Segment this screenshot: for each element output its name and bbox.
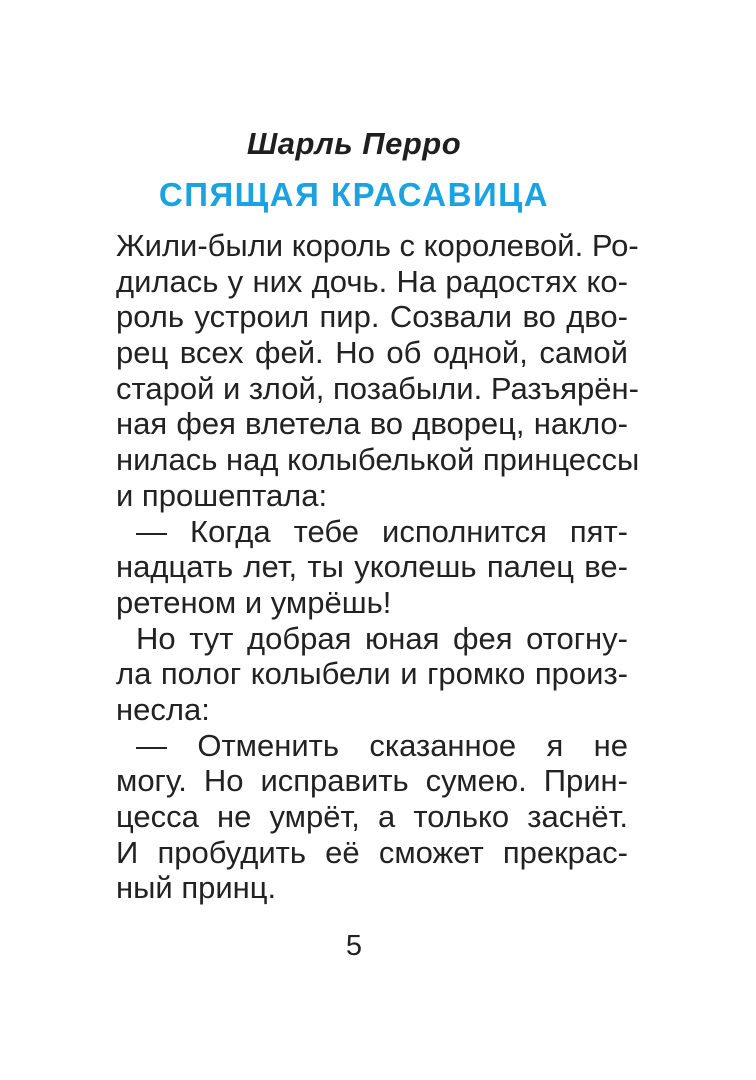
page-number: 5 [345,930,363,962]
text-line: роль устроил пир. Созвали во дво- [116,299,628,335]
text-line: рец всех фей. Но об одной, самой [116,335,628,371]
text-line: цесса не умрёт, а только заснёт. [116,799,628,834]
text-line: Но тут добрая юная фея отогну- [136,620,628,656]
story-title: СПЯЩАЯ КРАСАВИЦА [158,176,550,213]
text-line: ретеном и умрёшь! [116,584,392,620]
story-text [116,228,640,906]
text-line: несла: [116,691,210,727]
text-line: дилась у них дочь. На радостях ко- [116,263,628,299]
text-line: нилась над колыбелькой принцессы [116,442,640,478]
author-name: Шарль Перро [246,126,462,161]
text-line: и прошептала: [116,477,328,513]
text-line: ла полог колыбели и громко произ- [116,656,628,692]
text-line: ный принц. [116,870,277,906]
text-line: ная фея влетела во дворец, накло- [116,406,628,442]
text-line: надцать лет, ты уколешь палец ве- [116,549,628,585]
text-line: — Отменить сказанное я не [136,727,628,763]
text-line: Жили-были король с королевой. Ро- [116,228,639,263]
text-line: старой и злой, позабыли. Разъярён- [116,370,639,406]
text-line: И пробудить её сможет прекрас- [116,834,628,870]
text-line: — Когда тебе исполнится пят- [136,513,628,549]
text-line: могу. Но исправить сумею. Прин- [116,763,628,799]
